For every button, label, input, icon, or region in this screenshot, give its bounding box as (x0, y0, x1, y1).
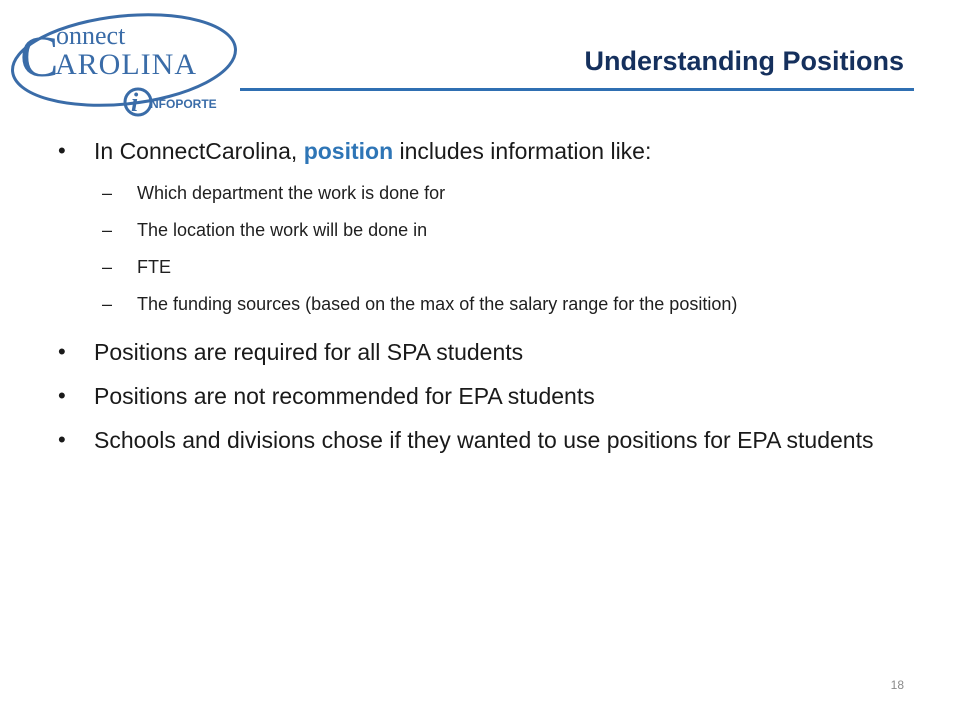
sub-bullet-text: The location the work will be done in (137, 220, 428, 240)
slide-content (0, 136, 960, 469)
bullet-item (0, 425, 960, 455)
logo-info-i: i (131, 88, 139, 117)
sub-bullet-text: The funding sources (based on the max of the salary range for the position) (137, 294, 738, 314)
bullet-text: Positions are not recommended for EPA students (94, 383, 595, 409)
sub-bullet-item (0, 291, 960, 317)
bullet-text: Schools and divisions chose if they wanted to use positions for EPA students (94, 427, 874, 453)
intro-suffix: includes information like: (393, 138, 652, 164)
bullet-item (0, 337, 960, 367)
sub-bullet-dash: – (102, 257, 113, 277)
bullet-dot: • (58, 138, 66, 163)
bullet-dot: • (58, 383, 66, 408)
bullet-text: Positions are required for all SPA students (94, 339, 524, 365)
slide-title: Understanding Positions (584, 46, 904, 76)
logo-big-c: C (20, 24, 59, 89)
intro-highlight: position (303, 138, 394, 164)
intro-prefix: In ConnectCarolina, (94, 138, 304, 164)
sub-bullet-item (0, 217, 960, 243)
title-underline (240, 88, 914, 91)
bullet-item (0, 381, 960, 411)
connectcarolina-logo (8, 4, 248, 122)
logo-word-carolina: AROLINA (55, 48, 197, 81)
sub-bullet-text: Which department the work is done for (137, 183, 446, 203)
sub-bullet-text: FTE (137, 257, 171, 277)
connectcarolina-logo-graphic (8, 4, 248, 122)
logo-word-connect: onnect (56, 21, 126, 50)
sub-bullet-dash: – (102, 183, 113, 203)
bullet-intro (0, 136, 960, 166)
sub-bullet-dash: – (102, 220, 113, 240)
slide-number: 18 (890, 678, 904, 692)
logo-word-infoporte: NFOPORTE (150, 97, 217, 111)
sub-bullet-list (0, 180, 960, 317)
bullet-dot: • (58, 427, 66, 452)
sub-bullet-item (0, 180, 960, 206)
sub-bullet-dash: – (102, 294, 113, 314)
sub-bullet-item (0, 254, 960, 280)
bullet-dot: • (58, 339, 66, 364)
